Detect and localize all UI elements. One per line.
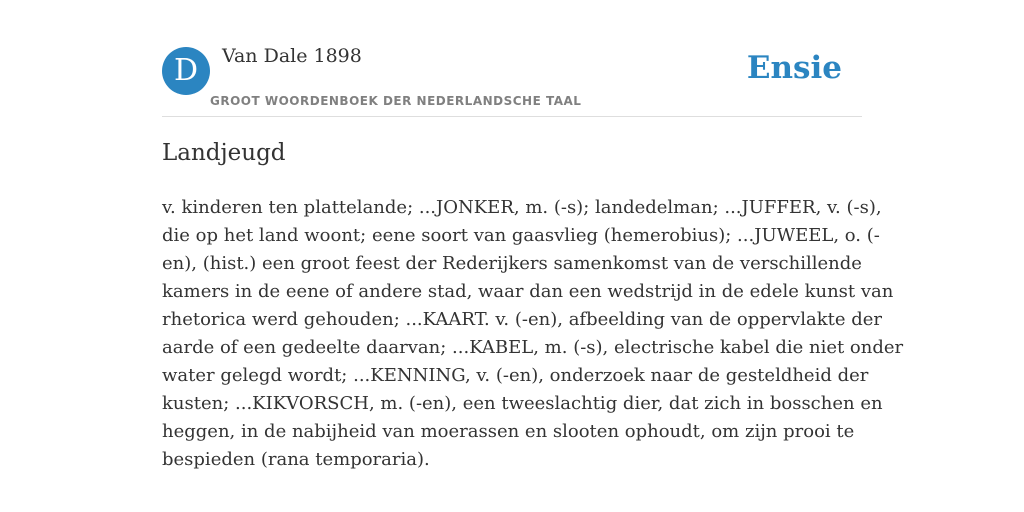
dictionary-logo-icon[interactable]: D <box>162 47 210 95</box>
definition-line: heggen, in de nabijheid van moerassen en slooten ophoudt, om zijn prooi te <box>162 421 855 442</box>
definition-line: kusten; ...KIKVORSCH, m. (-en), een tweeslachtig dier, dat zich in bosschen en <box>162 393 883 414</box>
definition-line: bespieden (rana temporaria). <box>162 449 430 470</box>
definition-line: die op het land woont; eene soort van gaasvlieg (hemerobius); ...JUWEEL, o. (- <box>162 225 880 246</box>
entry-headword: Landjeugd <box>162 140 286 166</box>
definition-line: rhetorica werd gehouden; ...KAART. v. (-en), afbeelding van de oppervlakte der <box>162 309 882 330</box>
entry-definition <box>162 194 904 474</box>
definition-line: aarde of een gedeelte daarvan; ...KABEL, m. (-s), electrische kabel die niet onder <box>162 337 904 358</box>
definition-line: kamers in de eene of andere stad, waar dan een wedstrijd in de edele kunst van <box>162 281 894 302</box>
source-subtitle: GROOT WOORDENBOEK DER NEDERLANDSCHE TAAL <box>210 94 582 108</box>
definition-line: en), (hist.) een groot feest der Rederijkers samenkomst van de verschillende <box>162 253 862 274</box>
header <box>162 0 862 117</box>
source-title[interactable]: Van Dale 1898 <box>222 45 362 67</box>
definition-line: v. kinderen ten plattelande; ...JONKER, m. (-s); landedelman; ...JUFFER, v. (-s), <box>162 197 882 218</box>
brand-logo[interactable]: Ensie <box>746 50 842 86</box>
definition-line: water gelegd wordt; ...KENNING, v. (-en), onderzoek naar de gesteldheid der <box>162 365 869 386</box>
